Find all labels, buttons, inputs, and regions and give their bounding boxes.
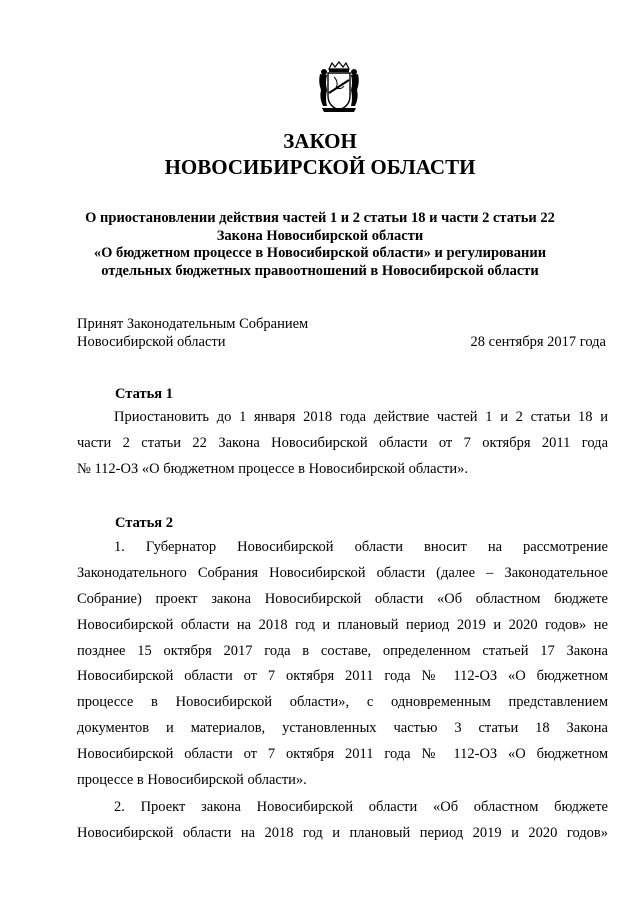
article-1-text (77, 405, 608, 483)
adoption-line: Новосибирской области (77, 334, 226, 350)
adoption-authority (77, 315, 308, 351)
article-2-paragraph-2 (77, 795, 608, 847)
article-1-heading: Статья 1 (115, 386, 173, 402)
law-subject-line: «О бюджетном процессе в Новосибирской области» и регулировании (93, 245, 547, 261)
text-line: Новосибирской области на 2018 год и плановый период 2019 и 2020 годов» (77, 824, 608, 841)
law-subject (60, 210, 580, 280)
law-subject-line: Закона Новосибирской области (216, 227, 424, 244)
text-line: Новосибирской области от 7 октября 2011 года № 112-ОЗ «О бюджетном (77, 746, 608, 763)
document-title-region: НОВОСИБИРСКОЙ ОБЛАСТИ (164, 155, 476, 179)
text-line: Собрание) проект закона Новосибирской области «Об областном бюджете (77, 590, 608, 607)
text-line: части 2 статьи 22 Закона Новосибирской области от 7 октября 2011 года (77, 434, 608, 451)
text-line: Новосибирской области на 2018 год и плановый период 2019 и 2020 годов» не (77, 616, 608, 633)
document-title: ЗАКОН (283, 129, 357, 153)
article-2-paragraph-1 (77, 535, 608, 794)
text-line: документов и материалов, установленных частью 3 статьи 18 Закона (77, 720, 608, 737)
law-subject-line: О приостановлении действия частей 1 и 2 статьи 18 и части 2 статьи 22 (85, 210, 555, 226)
text-line: Приостановить до 1 января 2018 года действие частей 1 и 2 статьи 18 и (114, 409, 608, 425)
text-line: процессе в Новосибирской области», с одновременным представлением (77, 694, 608, 711)
article-2-heading: Статья 2 (115, 515, 173, 531)
adoption-date: 28 сентября 2017 года (470, 334, 606, 350)
text-line: 1. Губернатор Новосибирской области вносит на рассмотрение (114, 539, 608, 555)
law-subject-line: отдельных бюджетных правоотношений в Новосибирской области (101, 262, 539, 279)
text-line: Законодательного Собрания Новосибирской области (далее – Законодательное (77, 564, 608, 581)
text-line: позднее 15 октября 2017 года в составе, определенном статьей 17 Закона (77, 642, 608, 659)
text-line: Новосибирской области от 7 октября 2011 года № 112-ОЗ «О бюджетном (77, 668, 608, 685)
text-line: № 112-ОЗ «О бюджетном процессе в Новосибирской области». (77, 460, 468, 477)
coat-of-arms-icon (316, 60, 362, 114)
text-line: 2. Проект закона Новосибирской области «Об областном бюджете (114, 799, 608, 815)
adoption-line: Принят Законодательным Собранием (77, 316, 309, 332)
text-line: процессе в Новосибирской области». (77, 772, 307, 789)
